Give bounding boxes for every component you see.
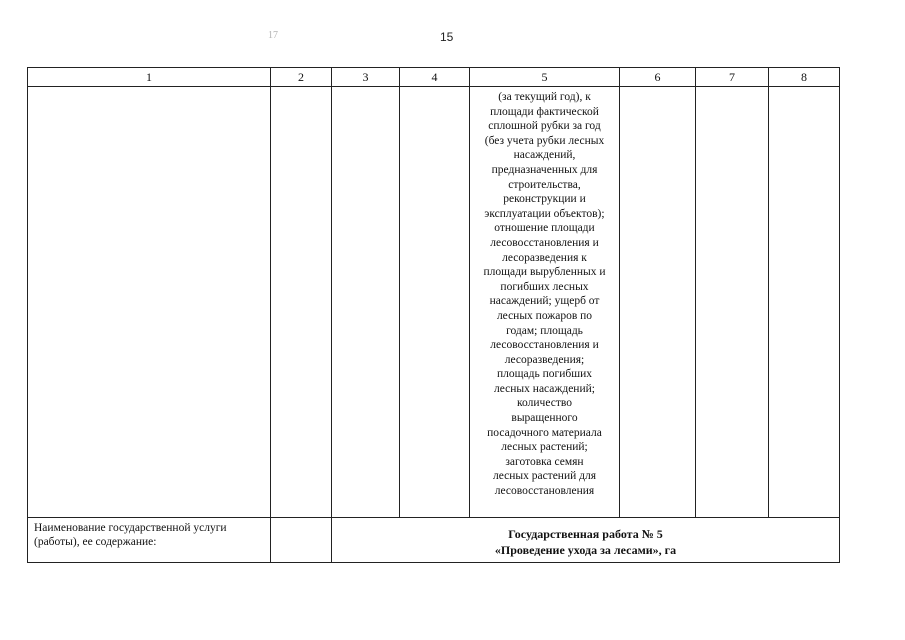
work-title-cell <box>332 518 840 563</box>
page-marks <box>0 30 905 46</box>
cell-col7 <box>696 87 769 518</box>
cell-col1 <box>28 87 271 518</box>
cell-col3 <box>332 87 400 518</box>
indicator-description: (за текущий год), к площади фактической сплошной рубки за год (без учета рубки лесных насаждений, предназначенных для строительства, реконструкции и эксплуатации объектов); отношение площади лесовосстановления и лесоразведения к площади вырубленных и погибших лесных насаждений; ущерб от лесных пожаров по годам; площадь лесовосстановления и лесоразведения; площадь погибших лесных насаждений; количество выращенного посадочного материала лесных растений; заготовка семян лесных растений для лесовосстановления <box>483 91 606 498</box>
work-title-line1: Государственная работа № 5 <box>508 527 663 541</box>
forestry-work-table <box>27 67 840 563</box>
column-header-3: 3 <box>332 68 400 87</box>
cell-col2 <box>271 87 332 518</box>
column-header-7: 7 <box>696 68 769 87</box>
work-title <box>332 518 839 558</box>
indicator-row <box>28 87 840 518</box>
service-row <box>28 518 840 563</box>
faint-page-mark: 17 <box>268 30 278 41</box>
column-header-5: 5 <box>470 68 620 87</box>
page-number: 15 <box>440 30 454 44</box>
service-label: Наименование государственной услуги (работы), ее содержание: <box>34 522 227 548</box>
work-title-line2: «Проведение ухода за лесами», га <box>494 543 677 557</box>
service-label-cell <box>28 518 271 563</box>
column-number-row <box>28 68 840 87</box>
service-empty-cell <box>271 518 332 563</box>
cell-col6 <box>620 87 696 518</box>
column-header-6: 6 <box>620 68 696 87</box>
column-header-4: 4 <box>400 68 470 87</box>
column-header-8: 8 <box>769 68 840 87</box>
cell-col4 <box>400 87 470 518</box>
cell-col5 <box>470 87 620 518</box>
column-header-2: 2 <box>271 68 332 87</box>
cell-col8 <box>769 87 840 518</box>
column-header-1: 1 <box>28 68 271 87</box>
